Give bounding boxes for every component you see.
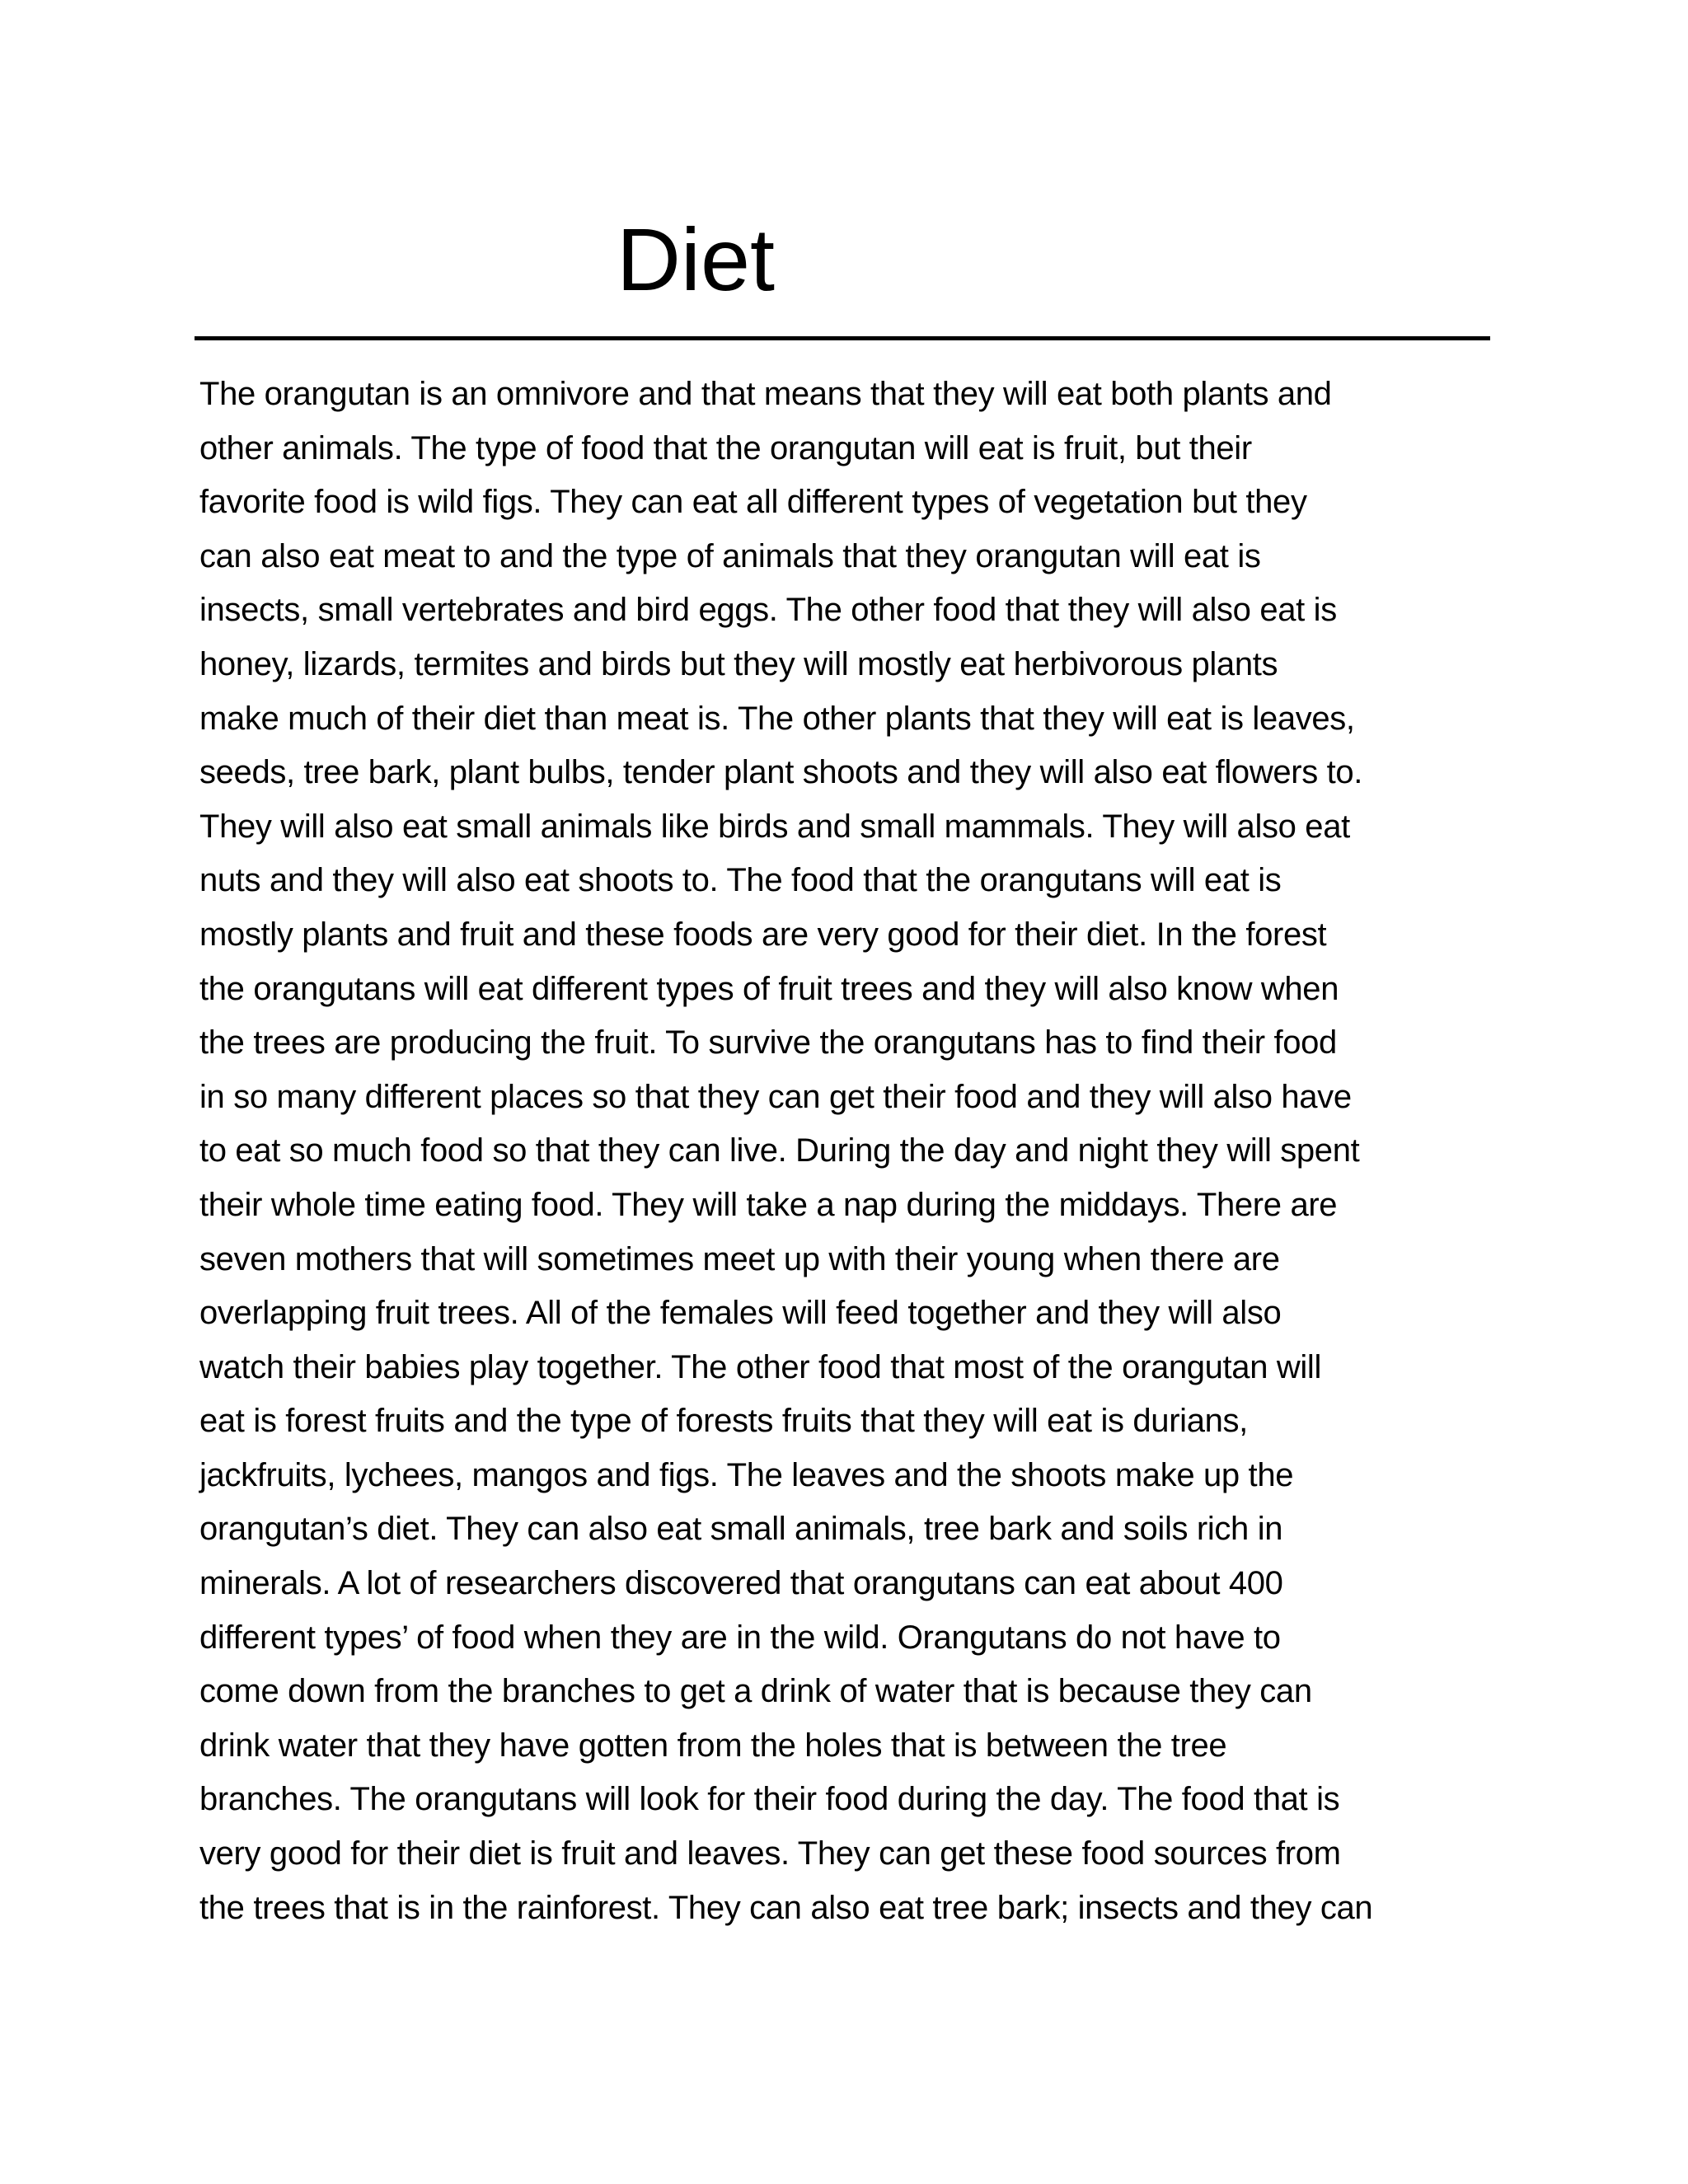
text-line: other animals. The type of food that the orangutan will eat is fruit, but their: [199, 429, 1252, 466]
text-line: come down from the branches to get a drink of water that is because they can: [199, 1673, 1312, 1710]
text-line: the trees that is in the rainforest. They can also eat tree bark; insects and they can: [199, 1889, 1373, 1926]
text-line: They will also eat small animals like birds and small mammals. They will also eat: [199, 808, 1350, 845]
text-line: seeds, tree bark, plant bulbs, tender plant shoots and they will also eat flowers to.: [199, 754, 1363, 791]
text-line: eat is forest fruits and the type of forests fruits that they will eat is durians,: [199, 1403, 1248, 1440]
text-line: branches. The orangutans will look for their food during the day. The food that is: [199, 1781, 1340, 1818]
text-line: in so many different places so that they can get their food and they will also have: [199, 1078, 1352, 1115]
text-line: seven mothers that will sometimes meet up with their young when there are: [199, 1240, 1280, 1277]
text-line: different types’ of food when they are in the wild. Orangutans do not have to: [199, 1619, 1281, 1656]
text-line: the trees are producing the fruit. To survive the orangutans has to find their food: [199, 1024, 1337, 1062]
text-line: minerals. A lot of researchers discovered that orangutans can eat about 400: [199, 1565, 1283, 1602]
text-line: overlapping fruit trees. All of the females will feed together and they will also: [199, 1295, 1282, 1332]
text-line: the orangutans will eat different types of fruit trees and they will also know when: [199, 970, 1339, 1007]
page-title: Diet: [617, 209, 776, 309]
text-line: their whole time eating food. They will take a nap during the middays. There are: [199, 1186, 1338, 1223]
text-line: nuts and they will also eat shoots to. The food that the orangutans will eat is: [199, 862, 1282, 899]
text-line: to eat so much food so that they can live. During the day and night they will spent: [199, 1132, 1360, 1169]
text-line: mostly plants and fruit and these foods are very good for their diet. In the forest: [199, 916, 1327, 953]
text-line: jackfruits, lychees, mangos and figs. The leaves and the shoots make up the: [199, 1456, 1294, 1493]
text-line: drink water that they have gotten from the holes that is between the tree: [199, 1727, 1227, 1764]
text-line: The orangutan is an omnivore and that means that they will eat both plants and: [199, 376, 1332, 412]
text-line: orangutan’s diet. They can also eat small animals, tree bark and soils rich in: [199, 1511, 1283, 1548]
title-divider: [195, 336, 1490, 340]
body-paragraph: [199, 368, 1502, 1935]
text-line: can also eat meat to and the type of animals that they orangutan will eat is: [199, 537, 1261, 574]
text-line: watch their babies play together. The other food that most of the orangutan will: [199, 1348, 1322, 1385]
text-line: honey, lizards, termites and birds but they will mostly eat herbivorous plants: [199, 645, 1278, 682]
text-line: favorite food is wild figs. They can eat all different types of vegetation but they: [199, 484, 1307, 521]
text-line: make much of their diet than meat is. The other plants that they will eat is leaves,: [199, 700, 1355, 737]
text-line: very good for their diet is fruit and leaves. They can get these food sources from: [199, 1835, 1341, 1872]
text-line: insects, small vertebrates and bird eggs. The other food that they will also eat is: [199, 592, 1337, 629]
